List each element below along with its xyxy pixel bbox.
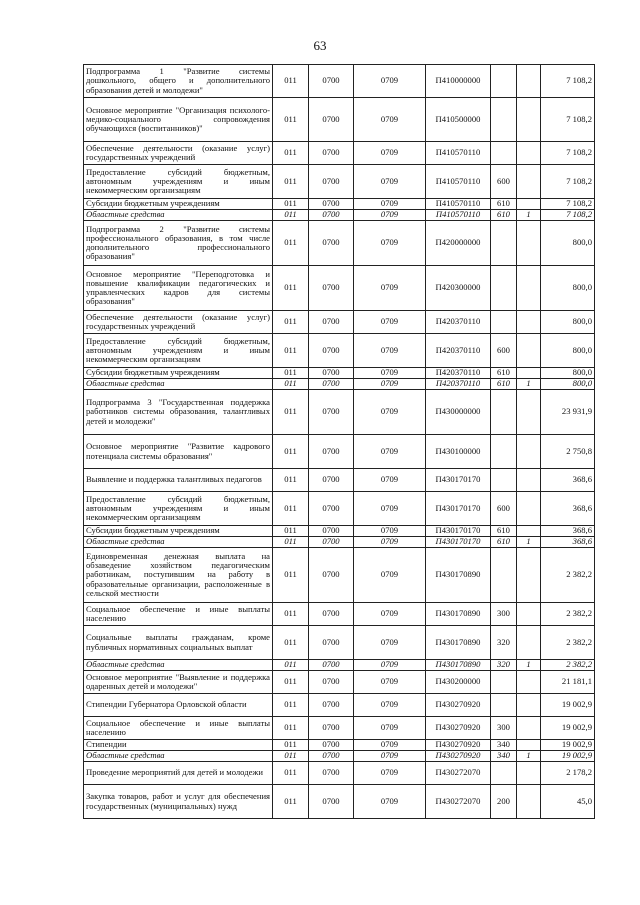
table-row [84, 368, 595, 379]
funding-source [517, 266, 541, 311]
subsection-code: 0709 [354, 199, 426, 210]
subsection-code: 0709 [354, 390, 426, 435]
target-article: П410570110 [426, 165, 491, 199]
ministry-code: 011 [273, 165, 309, 199]
amount: 800,0 [541, 334, 595, 368]
target-article: П420300000 [426, 266, 491, 311]
expense-type: 320 [491, 626, 517, 660]
amount: 7 108,2 [541, 165, 595, 199]
section-code: 0700 [309, 626, 354, 660]
target-article: П430000000 [426, 390, 491, 435]
amount: 19 002,9 [541, 717, 595, 740]
table-row [84, 311, 595, 334]
section-code: 0700 [309, 492, 354, 526]
expense-type: 610 [491, 379, 517, 390]
subsection-code: 0709 [354, 537, 426, 548]
target-article: П430100000 [426, 435, 491, 469]
amount: 7 108,2 [541, 98, 595, 142]
target-article: П430170890 [426, 660, 491, 671]
ministry-code: 011 [273, 469, 309, 492]
row-name: Основное мероприятие "Организация психолого-медико-социального сопровождения обучающихся (воспитанников)" [84, 98, 273, 142]
section-code: 0700 [309, 98, 354, 142]
row-name: Предоставление субсидий бюджетным, автономным учреждениям и иным некоммерческим организациям [84, 334, 273, 368]
amount: 19 002,9 [541, 740, 595, 751]
funding-source [517, 334, 541, 368]
expense-type: 610 [491, 199, 517, 210]
subsection-code: 0709 [354, 785, 426, 819]
amount: 368,6 [541, 526, 595, 537]
expense-type [491, 311, 517, 334]
section-code: 0700 [309, 548, 354, 603]
table-row [84, 266, 595, 311]
funding-source [517, 626, 541, 660]
subsection-code: 0709 [354, 526, 426, 537]
subsection-code: 0709 [354, 740, 426, 751]
ministry-code: 011 [273, 492, 309, 526]
amount: 7 108,2 [541, 210, 595, 221]
funding-source [517, 717, 541, 740]
section-code: 0700 [309, 142, 354, 165]
funding-source: 1 [517, 537, 541, 548]
subsection-code: 0709 [354, 266, 426, 311]
row-name: Субсидии бюджетным учреждениям [84, 526, 273, 537]
ministry-code: 011 [273, 751, 309, 762]
funding-source [517, 694, 541, 717]
table-row [84, 717, 595, 740]
expense-type: 300 [491, 603, 517, 626]
target-article: П430170170 [426, 537, 491, 548]
row-name: Закупка товаров, работ и услуг для обеспечения государственных (муниципальных) нужд [84, 785, 273, 819]
funding-source [517, 98, 541, 142]
ministry-code: 011 [273, 526, 309, 537]
target-article: П430170890 [426, 603, 491, 626]
table-row [84, 762, 595, 785]
section-code: 0700 [309, 165, 354, 199]
section-code: 0700 [309, 368, 354, 379]
amount: 2 382,2 [541, 548, 595, 603]
ministry-code: 011 [273, 266, 309, 311]
amount: 23 931,9 [541, 390, 595, 435]
target-article: П410570110 [426, 142, 491, 165]
table-row [84, 694, 595, 717]
funding-source [517, 165, 541, 199]
subsection-code: 0709 [354, 751, 426, 762]
subsection-code: 0709 [354, 469, 426, 492]
expense-type [491, 694, 517, 717]
target-article: П410570110 [426, 199, 491, 210]
amount: 368,6 [541, 492, 595, 526]
section-code: 0700 [309, 537, 354, 548]
section-code: 0700 [309, 660, 354, 671]
subsection-code: 0709 [354, 548, 426, 603]
target-article: П410000000 [426, 65, 491, 98]
section-code: 0700 [309, 65, 354, 98]
table-row [84, 492, 595, 526]
funding-source: 1 [517, 660, 541, 671]
subsection-code: 0709 [354, 762, 426, 785]
funding-source [517, 526, 541, 537]
table-body [84, 65, 595, 819]
ministry-code: 011 [273, 694, 309, 717]
ministry-code: 011 [273, 671, 309, 694]
row-name: Областные средства [84, 210, 273, 221]
ministry-code: 011 [273, 221, 309, 266]
row-name: Областные средства [84, 379, 273, 390]
section-code: 0700 [309, 785, 354, 819]
funding-source [517, 368, 541, 379]
expense-type [491, 98, 517, 142]
funding-source [517, 785, 541, 819]
ministry-code: 011 [273, 603, 309, 626]
subsection-code: 0709 [354, 626, 426, 660]
table-row [84, 660, 595, 671]
ministry-code: 011 [273, 435, 309, 469]
target-article: П430272070 [426, 785, 491, 819]
row-name: Обеспечение деятельности (оказание услуг) государственных учреждений [84, 142, 273, 165]
table-row [84, 785, 595, 819]
page-number: 63 [313, 38, 327, 53]
table-row [84, 548, 595, 603]
ministry-code: 011 [273, 379, 309, 390]
expense-type: 300 [491, 717, 517, 740]
amount: 2 382,2 [541, 626, 595, 660]
target-article: П430270920 [426, 740, 491, 751]
subsection-code: 0709 [354, 210, 426, 221]
funding-source [517, 492, 541, 526]
table-row [84, 221, 595, 266]
subsection-code: 0709 [354, 142, 426, 165]
amount: 800,0 [541, 368, 595, 379]
expense-type: 600 [491, 492, 517, 526]
expense-type: 320 [491, 660, 517, 671]
section-code: 0700 [309, 221, 354, 266]
table-row [84, 526, 595, 537]
subsection-code: 0709 [354, 311, 426, 334]
ministry-code: 011 [273, 311, 309, 334]
target-article: П430170170 [426, 492, 491, 526]
funding-source [517, 740, 541, 751]
amount: 2 750,8 [541, 435, 595, 469]
expense-type: 340 [491, 751, 517, 762]
expense-type [491, 266, 517, 311]
target-article: П420000000 [426, 221, 491, 266]
row-name: Подпрограмма 3 "Государственная поддержка работников системы образования, талантливых детей и молодежи" [84, 390, 273, 435]
row-name: Выявление и поддержка талантливых педагогов [84, 469, 273, 492]
table-row [84, 379, 595, 390]
target-article: П430200000 [426, 671, 491, 694]
table-row [84, 751, 595, 762]
subsection-code: 0709 [354, 98, 426, 142]
amount: 21 181,1 [541, 671, 595, 694]
expense-type [491, 671, 517, 694]
table-row [84, 65, 595, 98]
subsection-code: 0709 [354, 717, 426, 740]
subsection-code: 0709 [354, 671, 426, 694]
funding-source: 1 [517, 210, 541, 221]
row-name: Областные средства [84, 660, 273, 671]
section-code: 0700 [309, 740, 354, 751]
ministry-code: 011 [273, 142, 309, 165]
table-row [84, 671, 595, 694]
amount: 7 108,2 [541, 142, 595, 165]
row-name: Областные средства [84, 751, 273, 762]
ministry-code: 011 [273, 98, 309, 142]
amount: 2 382,2 [541, 603, 595, 626]
table-row [84, 199, 595, 210]
target-article: П430170890 [426, 626, 491, 660]
row-name: Субсидии бюджетным учреждениям [84, 368, 273, 379]
target-article: П420370110 [426, 368, 491, 379]
row-name: Субсидии бюджетным учреждениям [84, 199, 273, 210]
row-name: Подпрограмма 2 "Развитие системы профессионального образования, в том числе дополнительного профессионального образования" [84, 221, 273, 266]
expense-type [491, 390, 517, 435]
row-name: Социальные выплаты гражданам, кроме публичных нормативных социальных выплат [84, 626, 273, 660]
amount: 7 108,2 [541, 65, 595, 98]
expense-type [491, 548, 517, 603]
section-code: 0700 [309, 603, 354, 626]
funding-source [517, 199, 541, 210]
target-article: П420370110 [426, 311, 491, 334]
amount: 800,0 [541, 311, 595, 334]
target-article: П430170890 [426, 548, 491, 603]
section-code: 0700 [309, 469, 354, 492]
target-article: П410500000 [426, 98, 491, 142]
table-row [84, 469, 595, 492]
funding-source: 1 [517, 379, 541, 390]
table-row [84, 740, 595, 751]
amount: 2 178,2 [541, 762, 595, 785]
funding-source [517, 142, 541, 165]
subsection-code: 0709 [354, 435, 426, 469]
table-row [84, 435, 595, 469]
row-name: Обеспечение деятельности (оказание услуг) государственных учреждений [84, 311, 273, 334]
ministry-code: 011 [273, 537, 309, 548]
subsection-code: 0709 [354, 334, 426, 368]
subsection-code: 0709 [354, 221, 426, 266]
target-article: П430170170 [426, 469, 491, 492]
ministry-code: 011 [273, 199, 309, 210]
subsection-code: 0709 [354, 165, 426, 199]
row-name: Стипендии Губернатора Орловской области [84, 694, 273, 717]
table-row [84, 98, 595, 142]
section-code: 0700 [309, 694, 354, 717]
table-row [84, 165, 595, 199]
funding-source [517, 65, 541, 98]
amount: 7 108,2 [541, 199, 595, 210]
expense-type: 610 [491, 210, 517, 221]
table-row [84, 210, 595, 221]
row-name: Стипендии [84, 740, 273, 751]
section-code: 0700 [309, 210, 354, 221]
table-row [84, 603, 595, 626]
subsection-code: 0709 [354, 379, 426, 390]
target-article: П430270920 [426, 694, 491, 717]
row-name: Основное мероприятие "Развитие кадрового потенциала системы образования" [84, 435, 273, 469]
section-code: 0700 [309, 390, 354, 435]
expense-type: 200 [491, 785, 517, 819]
ministry-code: 011 [273, 368, 309, 379]
section-code: 0700 [309, 199, 354, 210]
subsection-code: 0709 [354, 694, 426, 717]
ministry-code: 011 [273, 785, 309, 819]
section-code: 0700 [309, 311, 354, 334]
amount: 19 002,9 [541, 751, 595, 762]
row-name: Предоставление субсидий бюджетным, автономным учреждениям и иным некоммерческим организациям [84, 165, 273, 199]
amount: 45,0 [541, 785, 595, 819]
target-article: П410570110 [426, 210, 491, 221]
ministry-code: 011 [273, 660, 309, 671]
funding-source [517, 762, 541, 785]
target-article: П430170170 [426, 526, 491, 537]
row-name: Единовременная денежная выплата на обзаведение хозяйством педагогическим работникам, поступившим на работу в образовательные организации, расположенные в сельской местности [84, 548, 273, 603]
expense-type: 610 [491, 368, 517, 379]
amount: 800,0 [541, 266, 595, 311]
expense-type: 340 [491, 740, 517, 751]
table-row [84, 334, 595, 368]
table-row [84, 390, 595, 435]
ministry-code: 011 [273, 762, 309, 785]
funding-source [517, 603, 541, 626]
section-code: 0700 [309, 435, 354, 469]
budget-table [83, 64, 595, 819]
expense-type: 610 [491, 537, 517, 548]
row-name: Основное мероприятие "Переподготовка и повышение квалификации педагогических и управленческих кадров для системы образования" [84, 266, 273, 311]
target-article: П430270920 [426, 717, 491, 740]
section-code: 0700 [309, 717, 354, 740]
funding-source: 1 [517, 751, 541, 762]
table-row [84, 537, 595, 548]
expense-type: 600 [491, 334, 517, 368]
amount: 800,0 [541, 379, 595, 390]
amount: 368,6 [541, 469, 595, 492]
row-name: Социальное обеспечение и иные выплаты населению [84, 717, 273, 740]
funding-source [517, 469, 541, 492]
target-article: П430272070 [426, 762, 491, 785]
amount: 19 002,9 [541, 694, 595, 717]
ministry-code: 011 [273, 548, 309, 603]
amount: 800,0 [541, 221, 595, 266]
ministry-code: 011 [273, 740, 309, 751]
funding-source [517, 435, 541, 469]
expense-type [491, 65, 517, 98]
row-name: Предоставление субсидий бюджетным, автономным учреждениям и иным некоммерческим организациям [84, 492, 273, 526]
table-row [84, 142, 595, 165]
target-article: П420370110 [426, 334, 491, 368]
ministry-code: 011 [273, 390, 309, 435]
row-name: Областные средства [84, 537, 273, 548]
section-code: 0700 [309, 671, 354, 694]
expense-type [491, 762, 517, 785]
ministry-code: 011 [273, 626, 309, 660]
section-code: 0700 [309, 334, 354, 368]
subsection-code: 0709 [354, 660, 426, 671]
ministry-code: 011 [273, 717, 309, 740]
row-name: Подпрограмма 1 "Развитие системы дошкольного, общего и дополнительного образования детей и молодежи" [84, 65, 273, 98]
subsection-code: 0709 [354, 65, 426, 98]
funding-source [517, 311, 541, 334]
ministry-code: 011 [273, 65, 309, 98]
ministry-code: 011 [273, 334, 309, 368]
section-code: 0700 [309, 751, 354, 762]
section-code: 0700 [309, 526, 354, 537]
expense-type [491, 221, 517, 266]
target-article: П420370110 [426, 379, 491, 390]
expense-type: 600 [491, 165, 517, 199]
amount: 2 382,2 [541, 660, 595, 671]
funding-source [517, 221, 541, 266]
section-code: 0700 [309, 266, 354, 311]
expense-type [491, 142, 517, 165]
subsection-code: 0709 [354, 492, 426, 526]
expense-type [491, 435, 517, 469]
amount: 368,6 [541, 537, 595, 548]
row-name: Основное мероприятие "Выявление и поддержка одаренных детей и молодежи" [84, 671, 273, 694]
subsection-code: 0709 [354, 368, 426, 379]
section-code: 0700 [309, 762, 354, 785]
subsection-code: 0709 [354, 603, 426, 626]
row-name: Проведение мероприятий для детей и молодежи [84, 762, 273, 785]
expense-type: 610 [491, 526, 517, 537]
target-article: П430270920 [426, 751, 491, 762]
funding-source [517, 548, 541, 603]
ministry-code: 011 [273, 210, 309, 221]
table-row [84, 626, 595, 660]
funding-source [517, 390, 541, 435]
section-code: 0700 [309, 379, 354, 390]
funding-source [517, 671, 541, 694]
row-name: Социальное обеспечение и иные выплаты населению [84, 603, 273, 626]
expense-type [491, 469, 517, 492]
